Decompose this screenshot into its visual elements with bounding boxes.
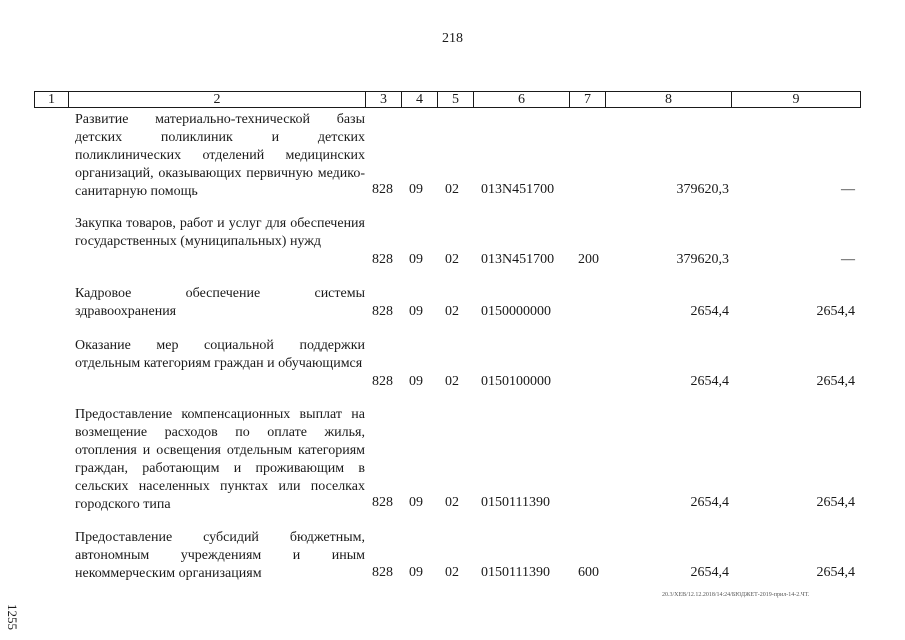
column-header-6: 6	[474, 92, 570, 108]
row-description: Кадровое обеспечение системы здравоохранения	[75, 286, 365, 319]
row-cell-3: 828	[372, 182, 393, 197]
row-cell-3: 828	[372, 252, 393, 267]
column-header-3: 3	[366, 92, 402, 108]
row-cell-4: 09	[409, 374, 423, 389]
row-cell-5: 02	[445, 495, 459, 510]
row-cell-3: 828	[372, 495, 393, 510]
row-cell-5: 02	[445, 565, 459, 580]
row-cell-8: 2654,4	[690, 304, 729, 319]
row-cell-5: 02	[445, 304, 459, 319]
column-header-1: 1	[35, 92, 69, 108]
row-cell-7: 200	[578, 252, 599, 267]
row-cell-6: 0150111390	[481, 495, 550, 510]
row-cell-6: 0150111390	[481, 565, 550, 580]
row-cell-4: 09	[409, 565, 423, 580]
row-cell-9: —	[841, 182, 855, 197]
side-page-number: 1255	[5, 604, 20, 630]
row-cell-8: 379620,3	[676, 182, 729, 197]
row-cell-6: 0150000000	[481, 304, 551, 319]
row-cell-3: 828	[372, 565, 393, 580]
row-description: Предоставление субсидий бюджетным, автономным учреждениям и иным некоммерческим организациям	[75, 530, 365, 581]
row-cell-5: 02	[445, 182, 459, 197]
row-cell-4: 09	[409, 252, 423, 267]
column-header-2: 2	[69, 92, 366, 108]
column-header-5: 5	[438, 92, 474, 108]
row-cell-9: —	[841, 252, 855, 267]
row-cell-8: 2654,4	[690, 374, 729, 389]
row-cell-6: 013N451700	[481, 252, 555, 267]
row-cell-4: 09	[409, 182, 423, 197]
row-cell-5: 02	[445, 374, 459, 389]
row-cell-4: 09	[409, 304, 423, 319]
row-cell-5: 02	[445, 252, 459, 267]
row-cell-7: 600	[578, 565, 599, 580]
footer-document-code: 20.3/ХЕВ/12.12.2018/14:24/БЮДЖЕТ-2019-прил-14-2.ЧТ.	[662, 592, 810, 598]
row-cell-9: 2654,4	[816, 374, 855, 389]
row-description: Предоставление компенсационных выплат на возмещение расходов по оплате жилья, отопления и освещения отдельным категориям граждан, работающим и проживающим в сельских населенных пунктах или поселках городского типа	[75, 407, 365, 512]
row-cell-9: 2654,4	[816, 304, 855, 319]
column-header-4: 4	[402, 92, 438, 108]
row-cell-8: 2654,4	[690, 495, 729, 510]
row-cell-4: 09	[409, 495, 423, 510]
row-description: Оказание мер социальной поддержки отдельным категориям граждан и обучающимся	[75, 338, 365, 371]
row-cell-8: 2654,4	[690, 565, 729, 580]
row-cell-6: 013N451700	[481, 182, 555, 197]
column-header-table	[34, 91, 861, 108]
row-description: Закупка товаров, работ и услуг для обеспечения государственных (муниципальных) нужд	[75, 216, 365, 249]
row-cell-3: 828	[372, 304, 393, 319]
page-number: 218	[442, 31, 463, 46]
row-cell-9: 2654,4	[816, 495, 855, 510]
column-header-8: 8	[606, 92, 732, 108]
column-header-9: 9	[732, 92, 861, 108]
row-cell-8: 379620,3	[676, 252, 729, 267]
row-cell-3: 828	[372, 374, 393, 389]
row-cell-6: 0150100000	[481, 374, 551, 389]
row-cell-9: 2654,4	[816, 565, 855, 580]
column-header-7: 7	[570, 92, 606, 108]
row-description: Развитие материально-технической базы детских поликлиник и детских поликлинических отделений медицинских организаций, оказывающих первичную медико-санитарную помощь	[75, 112, 365, 199]
